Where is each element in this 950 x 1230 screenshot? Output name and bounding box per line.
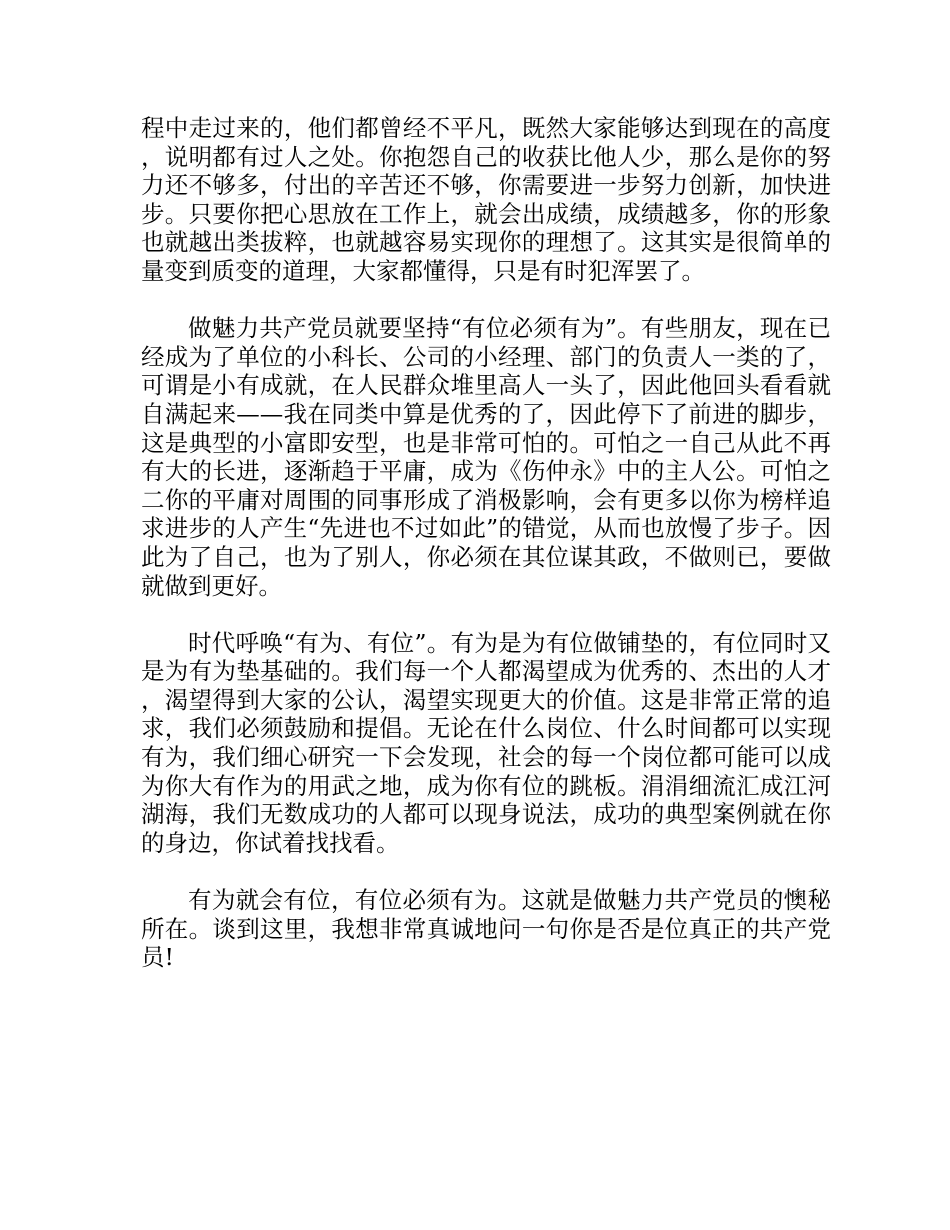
paragraph-conclusion: 有为就会有位，有位必须有为。这就是做魅力共产党员的懊秘所在。谈到这里，我想非常真诚地问一句你是否是位真正的共产党员! xyxy=(141,886,831,972)
document-body xyxy=(141,114,831,972)
paragraph-continuation: 程中走过来的，他们都曾经不平凡，既然大家能够达到现在的高度，说明都有过人之处。你抱怨自己的收获比他人少，那么是你的努力还不够多，付出的辛苦还不够，你需要进一步努力创新，加快进步。只要你把心思放在工作上，就会出成绩，成绩越多，你的形象也就越出类拔粹，也就越容易实现你的理想了。这其实是很简单的量变到质变的道理，大家都懂得，只是有时犯浑罢了。 xyxy=(141,114,831,285)
paragraph-youwei-biyou: 做魅力共产党员就要坚持“有位必须有为”。有些朋友，现在已经成为了单位的小科长、公司的小经理、部门的负责人一类的了，可谓是小有成就，在人民群众堆里高人一头了，因此他回头看看就自满起来——我在同类中算是优秀的了，因此停下了前进的脚步，这是典型的小富即安型，也是非常可怕的。可怕之一自己从此不再有大的长进，逐渐趋于平庸，成为《伤仲永》中的主人公。可怕之二你的平庸对周围的同事形成了消极影响，会有更多以你为榜样追求进步的人产生“先进也不过如此”的错觉，从而也放慢了步子。因此为了自己，也为了别人，你必须在其位谋其政，不做则已，要做就做到更好。 xyxy=(141,314,831,600)
paragraph-shidai-huhuan: 时代呼唤“有为、有位”。有为是为有位做铺垫的，有位同时又是为有为垫基础的。我们每一个人都渴望成为优秀的、杰出的人才，渴望得到大家的公认，渴望实现更大的价值。这是非常正常的追求，我们必须鼓励和提倡。无论在什么岗位、什么时间都可以实现有为，我们细心研究一下会发现，社会的每一个岗位都可能可以成为你大有作为的用武之地，成为你有位的跳板。涓涓细流汇成江河湖海，我们无数成功的人都可以现身说法，成功的典型案例就在你的身边，你试着找找看。 xyxy=(141,628,831,857)
